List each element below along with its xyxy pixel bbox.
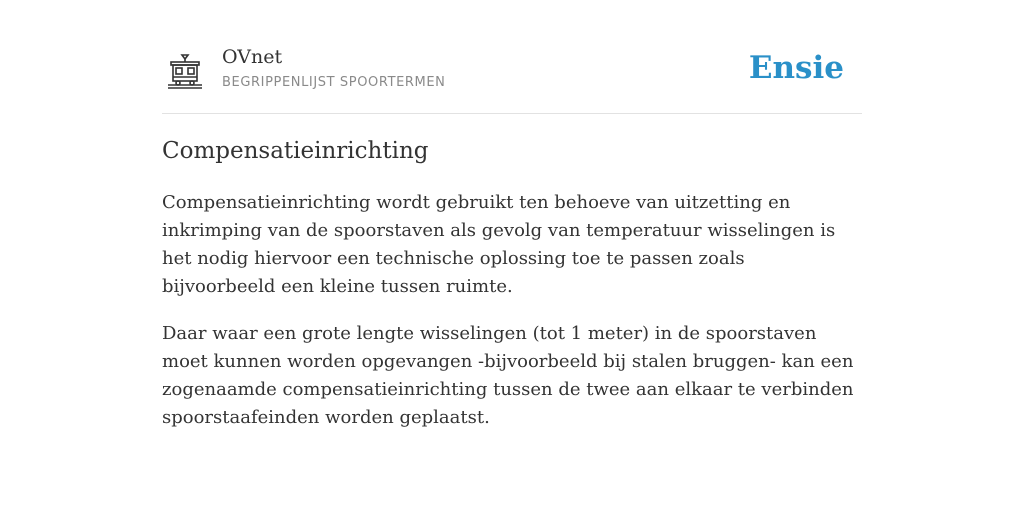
site-name[interactable]: OVnet <box>222 46 283 68</box>
page-title: Compensatieinrichting <box>162 138 429 164</box>
article-body <box>162 189 862 451</box>
header <box>162 0 862 114</box>
tram-icon <box>166 52 204 90</box>
paragraph: Daar waar een grote lengte wisselingen (tot 1 meter) in de spoorstaven moet kunnen worden opgevangen -bijvoorbeeld bij stalen bruggen- kan een zogenaamde compensatieinrichting tussen de twee aan elkaar te verbinden spoorstaafeinden worden geplaatst. <box>162 323 854 428</box>
paragraph: Compensatieinrichting wordt gebruikt ten behoeve van uitzetting en inkrimping van de spoorstaven als gevolg van temperatuur wisselingen is het nodig hiervoor een technische oplossing toe te passen zoals bijvoorbeeld een kleine tussen ruimte. <box>162 192 836 297</box>
site-subtitle[interactable]: BEGRIPPENLIJST SPOORTERMEN <box>222 75 446 90</box>
brand-logo[interactable]: Ensie <box>748 50 844 86</box>
page <box>162 0 862 428</box>
